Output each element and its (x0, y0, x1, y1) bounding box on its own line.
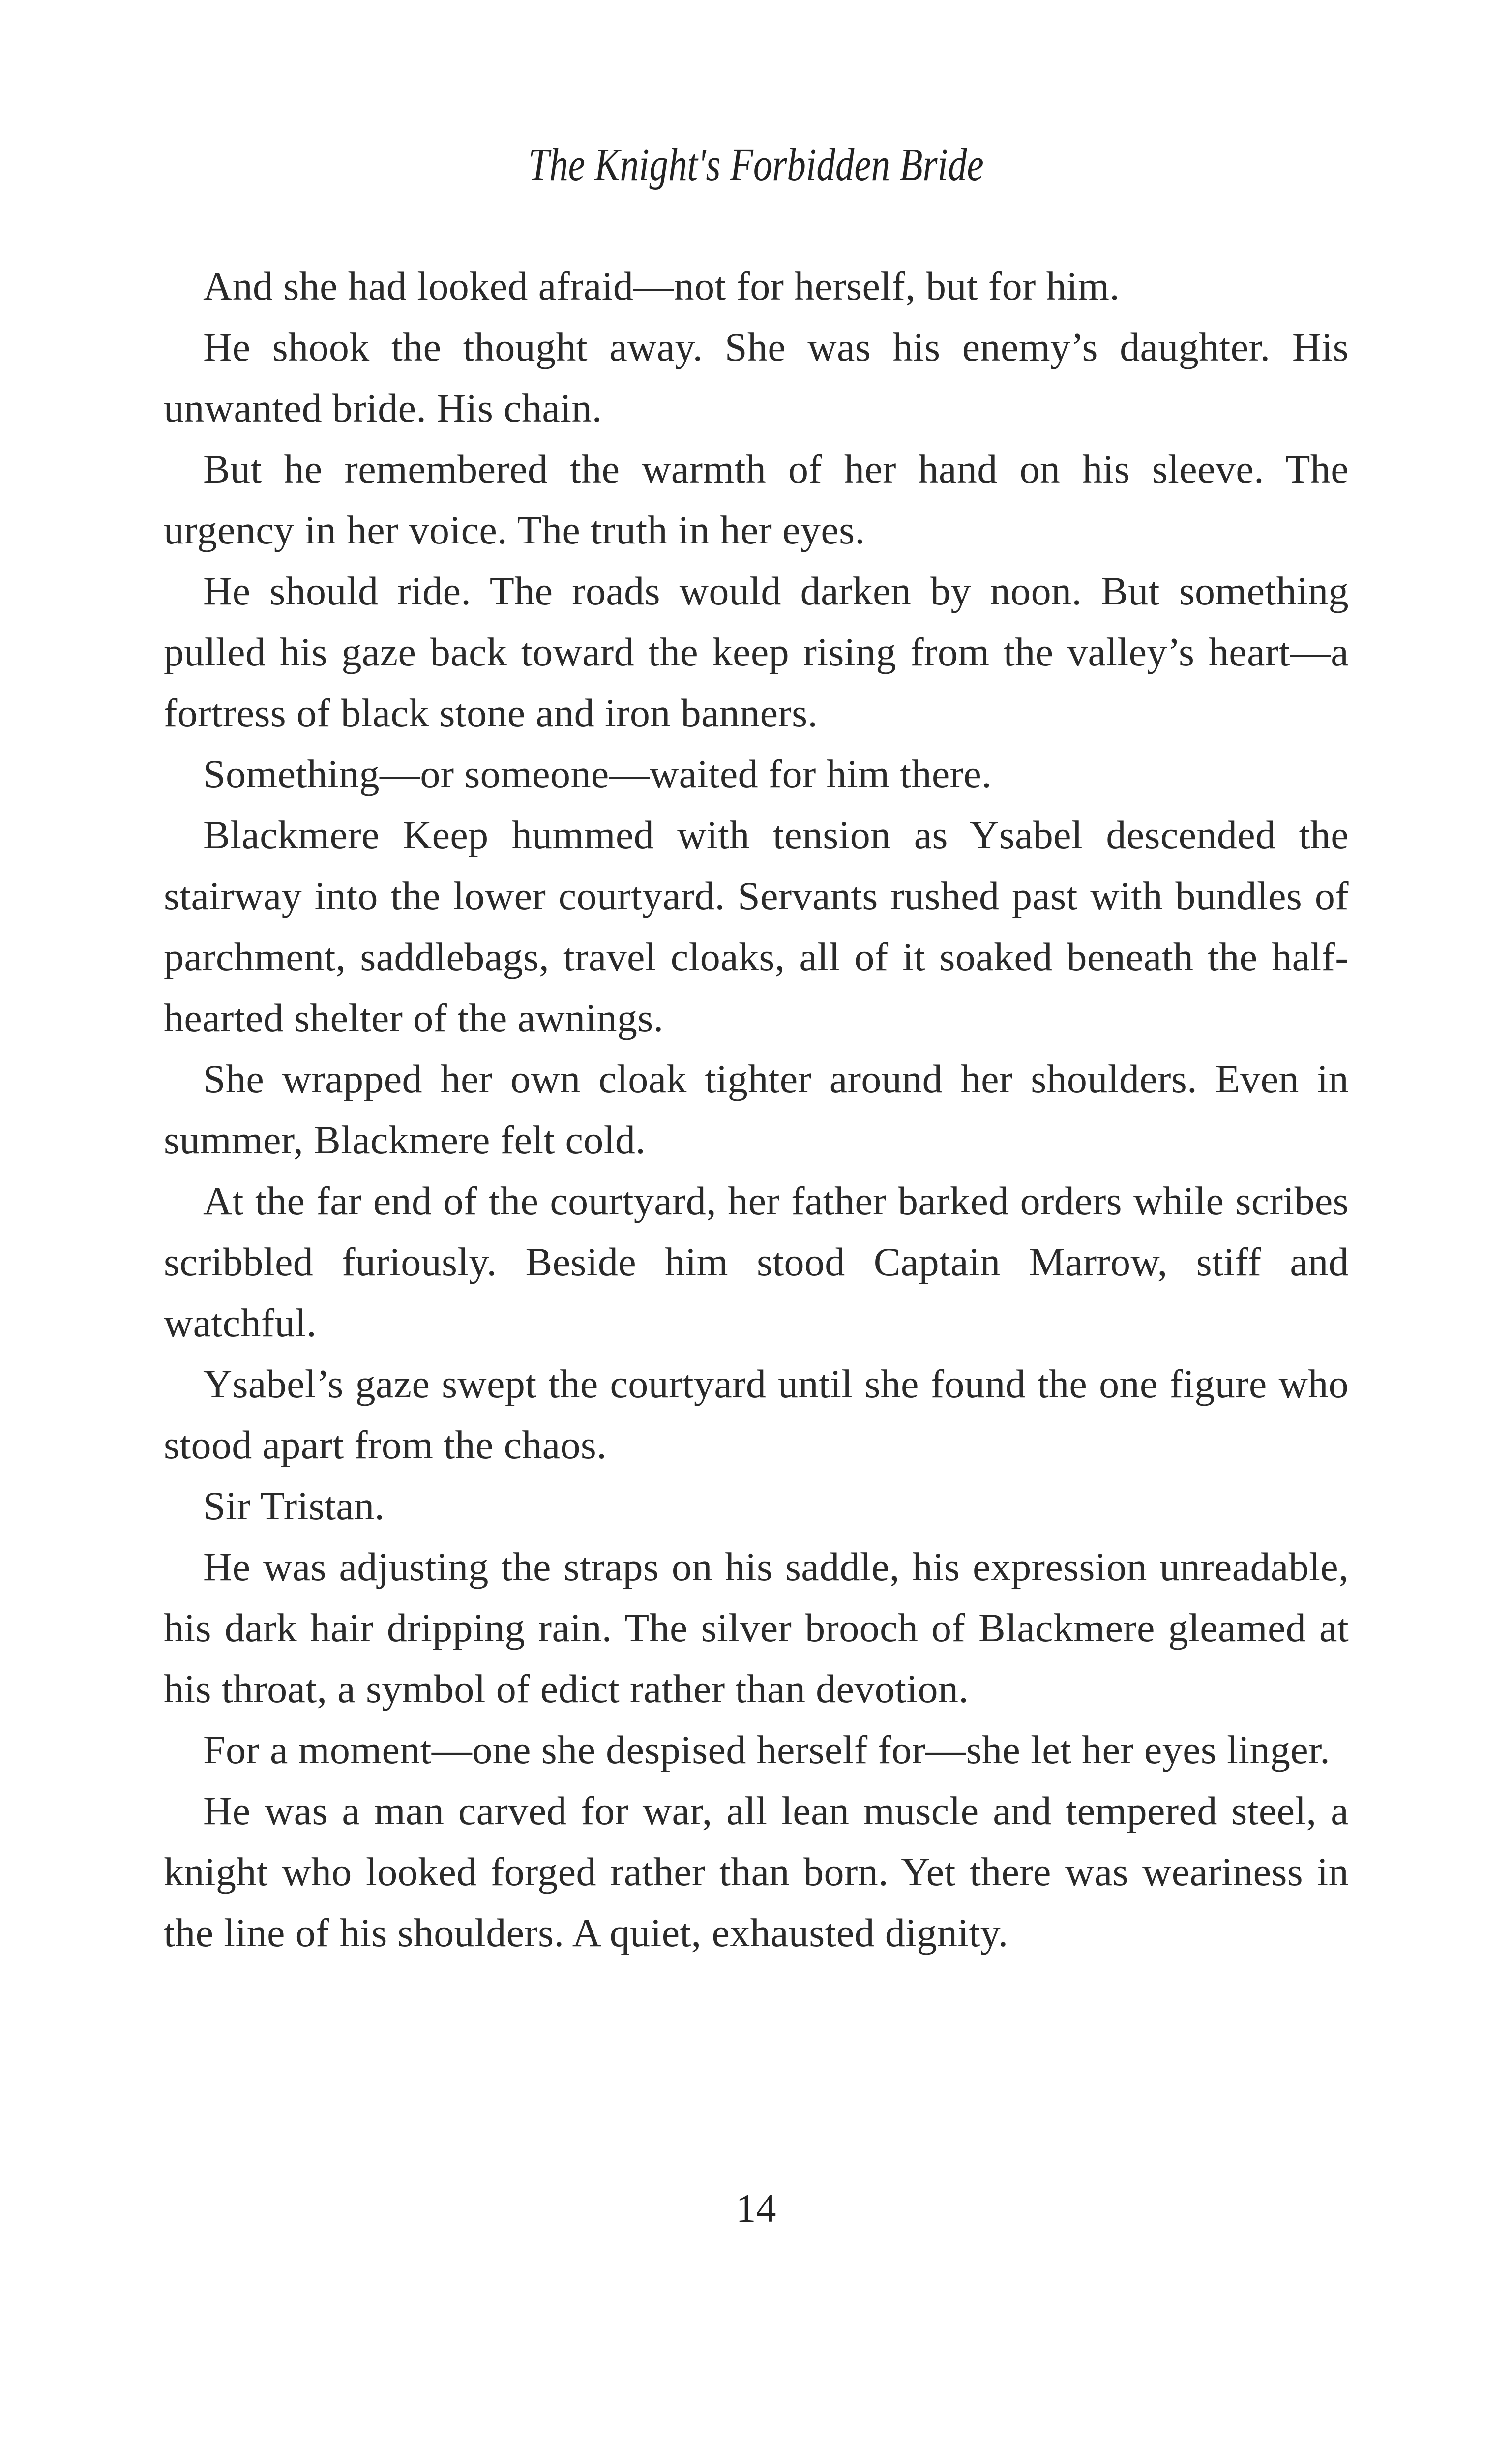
paragraph: Ysabel’s gaze swept the courtyard until she found the one figure who stood apart from the chaos. (164, 1361, 1349, 1467)
running-header-title: The Knight's Forbidden Bride (528, 139, 984, 190)
body-text (164, 256, 1349, 1963)
paragraph: He should ride. The roads would darken by noon. But something pulled his gaze back toward the keep rising from the valley’s heart—a fortress of black stone and iron banners. (164, 569, 1349, 735)
paragraph: And she had looked afraid—not for herself, but for him. (203, 264, 1120, 308)
paragraph: But he remembered the warmth of her hand on his sleeve. The urgency in her voice. The truth in her eyes. (164, 447, 1349, 552)
paragraph: For a moment—one she despised herself for—she let her eyes linger. (203, 1727, 1331, 1772)
page-number: 14 (736, 2186, 776, 2231)
paragraph: She wrapped her own cloak tighter around her shoulders. Even in summer, Blackmere felt cold. (164, 1056, 1349, 1162)
paragraph: He shook the thought away. She was his enemy’s daughter. His unwanted bride. His chain. (164, 325, 1349, 430)
paragraph: He was a man carved for war, all lean muscle and tempered steel, a knight who looked forged rather than born. Yet there was weariness in the line of his shoulders. A quiet, exhausted dignity. (164, 1788, 1349, 1955)
paragraph: Blackmere Keep hummed with tension as Ysabel descended the stairway into the lower courtyard. Servants rushed past with bundles of parchment, saddlebags, travel cloaks, all of it soaked beneath the half-hearted shelter of the awnings. (164, 813, 1349, 1040)
paragraph: Something—or someone—waited for him there. (203, 752, 992, 796)
paragraph: Sir Tristan. (203, 1483, 385, 1528)
paragraph: At the far end of the courtyard, her father barked orders while scribes scribbled furiously. Beside him stood Captain Marrow, stiff and watchful. (164, 1178, 1349, 1345)
paragraph: He was adjusting the straps on his saddle, his expression unreadable, his dark hair dripping rain. The silver brooch of Blackmere gleamed at his throat, a symbol of edict rather than devotion. (164, 1544, 1349, 1711)
